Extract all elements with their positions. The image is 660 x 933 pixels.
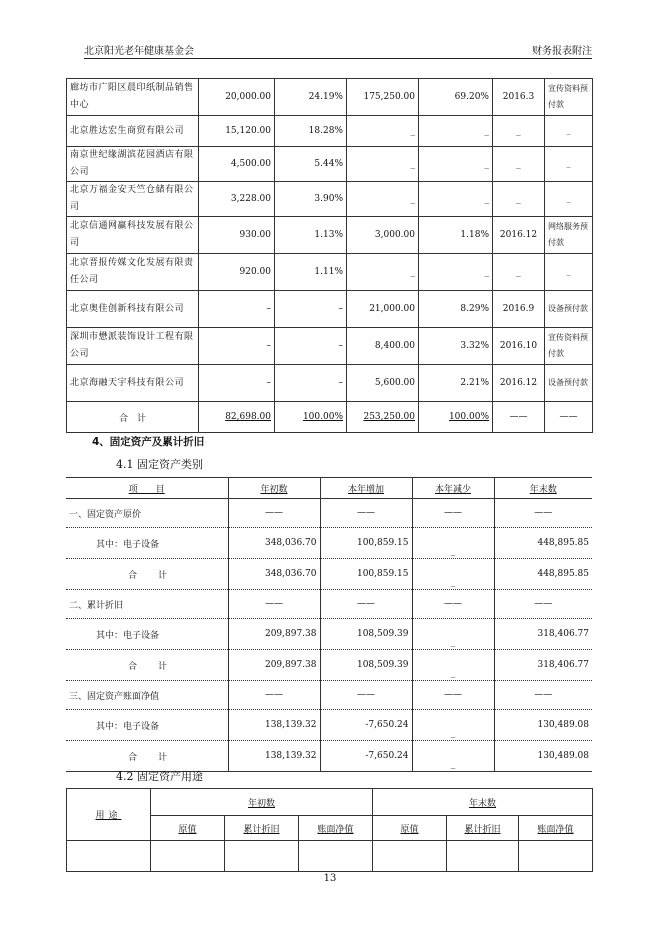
note-cell: 设备预付款 (545, 365, 593, 402)
empty-cell (299, 841, 373, 872)
value-cell: —— (228, 590, 320, 619)
value-cell: 930.00 (199, 217, 275, 254)
table-row (67, 116, 593, 147)
value-cell: 3,228.00 (199, 182, 275, 217)
value-cell: 138,139.32 (228, 741, 320, 772)
value-cell: 2.21% (419, 365, 493, 402)
value-cell: 108,509.39 (320, 650, 412, 681)
section-4-1-title: 4.1 固定资产类别 (116, 458, 203, 471)
empty-cell (67, 841, 151, 872)
date-cell: 2016.12 (493, 217, 545, 254)
value-cell: 348,036.70 (228, 528, 320, 559)
note-cell: _ (545, 182, 593, 217)
value-cell: —— (494, 499, 592, 528)
column-header: 本年减少 (412, 478, 494, 499)
table-row (66, 710, 592, 741)
value-cell: _ (412, 528, 494, 559)
row-label: 一、固定资产原价 (66, 499, 228, 528)
company-name-cell: 北京奥佳创新科技有限公司 (67, 291, 199, 328)
value-cell: 318,406.77 (494, 619, 592, 650)
note-cell: 宣传资料预付款 (545, 328, 593, 365)
value-cell: 3.32% (419, 328, 493, 365)
value-cell: 448,895.85 (494, 559, 592, 590)
value-cell: 21,000.00 (347, 291, 419, 328)
value-cell: 5,600.00 (347, 365, 419, 402)
row-label: 其中：电子设备 (66, 528, 228, 559)
date-cell: 2016.10 (493, 328, 545, 365)
value-cell: – (275, 291, 347, 328)
report-title: 财务报表附注 (532, 46, 592, 57)
total-value: 82,698.00 (199, 402, 275, 433)
value-cell: _ (412, 650, 494, 681)
value-cell: —— (228, 681, 320, 710)
value-cell: _ (347, 182, 419, 217)
table-row (67, 328, 593, 365)
value-cell: _ (412, 619, 494, 650)
company-name-cell: 北京胜达宏生商贸有限公司 (67, 116, 199, 147)
value-cell: 3,000.00 (347, 217, 419, 254)
table-row (66, 590, 592, 619)
prepayment-table (66, 78, 593, 433)
total-value: 100.00% (419, 402, 493, 433)
company-name-cell: 北京晋报传媒文化发展有限责任公司 (67, 254, 199, 291)
value-cell: 209,897.38 (228, 650, 320, 681)
value-cell: _ (412, 559, 494, 590)
end-group-header: 年末数 (373, 789, 593, 816)
column-header: 年末数 (494, 478, 592, 499)
table-row (66, 650, 592, 681)
value-cell: 175,250.00 (347, 79, 419, 116)
value-cell: —— (320, 499, 412, 528)
total-value: 100.00% (275, 402, 347, 433)
date-cell: _ (493, 116, 545, 147)
page-header (84, 38, 592, 59)
value-cell: —— (494, 590, 592, 619)
section-4-title: 4、固定资产及累计折旧 (92, 436, 205, 448)
value-cell: – (275, 328, 347, 365)
note-cell: 宣传资料预付款 (545, 79, 593, 116)
table-row (67, 291, 593, 328)
row-label: 其中：电子设备 (66, 710, 228, 741)
value-cell: _ (347, 254, 419, 291)
value-cell: 3.90% (275, 182, 347, 217)
empty-cell (519, 841, 593, 872)
date-cell: 2016.9 (493, 291, 545, 328)
sub-header: 原值 (151, 816, 225, 841)
value-cell: 4,500.00 (199, 147, 275, 182)
value-cell: —— (320, 590, 412, 619)
date-cell: 2016.3 (493, 79, 545, 116)
value-cell: – (275, 365, 347, 402)
sub-header: 账面净值 (519, 816, 593, 841)
note-cell: _ (545, 116, 593, 147)
value-cell: 24.19% (275, 79, 347, 116)
value-cell: 209,897.38 (228, 619, 320, 650)
total-value: 253,250.00 (347, 402, 419, 433)
value-cell: —— (412, 590, 494, 619)
table-row (66, 741, 592, 772)
value-cell: – (199, 291, 275, 328)
value-cell: 138,139.32 (228, 710, 320, 741)
value-cell: 130,489.08 (494, 741, 592, 772)
value-cell: 348,036.70 (228, 559, 320, 590)
value-cell: 920.00 (199, 254, 275, 291)
table-row (66, 681, 592, 710)
value-cell: 1.13% (275, 217, 347, 254)
total-value: —— (493, 402, 545, 433)
value-cell: 8,400.00 (347, 328, 419, 365)
value-cell: 100,859.15 (320, 528, 412, 559)
note-cell: 网络服务预付款 (545, 217, 593, 254)
company-name-cell: 深圳市懋派装饰设计工程有限公司 (67, 328, 199, 365)
value-cell: —— (228, 499, 320, 528)
value-cell: 69.20% (419, 79, 493, 116)
sub-header: 累计折旧 (447, 816, 519, 841)
value-cell: 1.18% (419, 217, 493, 254)
value-cell: _ (419, 182, 493, 217)
value-cell: 5.44% (275, 147, 347, 182)
row-label: 三、固定资产账面净值 (66, 681, 228, 710)
value-cell: —— (494, 681, 592, 710)
sub-header: 累计折旧 (225, 816, 299, 841)
page-number: 13 (323, 873, 337, 884)
value-cell: 20,000.00 (199, 79, 275, 116)
company-name-cell: 北京万福金安天竺仓储有限公司 (67, 182, 199, 217)
company-name-cell: 廊坊市广阳区晨印纸制品销售中心 (67, 79, 199, 116)
table-row (67, 365, 593, 402)
column-header: 本年增加 (320, 478, 412, 499)
value-cell: -7,650.24 (320, 710, 412, 741)
table-row (67, 182, 593, 217)
row-label: 二、累计折旧 (66, 590, 228, 619)
row-label: 合 计 (66, 741, 228, 772)
total-label: 合 计 (67, 402, 199, 433)
row-label: 其中：电子设备 (66, 619, 228, 650)
value-cell: _ (347, 147, 419, 182)
note-cell: _ (545, 147, 593, 182)
table-row (66, 559, 592, 590)
value-cell: —— (412, 499, 494, 528)
value-cell: 1.11% (275, 254, 347, 291)
table-row (66, 619, 592, 650)
value-cell: 18.28% (275, 116, 347, 147)
note-cell: _ (545, 254, 593, 291)
empty-cell (373, 841, 447, 872)
fixed-asset-use-table (66, 788, 593, 872)
value-cell: _ (419, 116, 493, 147)
value-cell: —— (412, 681, 494, 710)
column-header: 项 目 (66, 478, 228, 499)
date-cell: _ (493, 254, 545, 291)
value-cell: _ (419, 147, 493, 182)
empty-cell (447, 841, 519, 872)
value-cell: 8.29% (419, 291, 493, 328)
company-name-cell: 南京世纪缘湖滨花园酒店有限公司 (67, 147, 199, 182)
value-cell: —— (320, 681, 412, 710)
value-cell: _ (419, 254, 493, 291)
column-header: 年初数 (228, 478, 320, 499)
header-row (66, 478, 592, 499)
date-cell: _ (493, 147, 545, 182)
value-cell: _ (412, 741, 494, 772)
org-name: 北京阳光老年健康基金会 (84, 46, 194, 57)
value-cell: 130,489.08 (494, 710, 592, 741)
company-name-cell: 北京海融天宇科技有限公司 (67, 365, 199, 402)
table-row (67, 254, 593, 291)
date-cell: 2016.12 (493, 365, 545, 402)
empty-cell (225, 841, 299, 872)
value-cell: 100,859.15 (320, 559, 412, 590)
value-cell: – (199, 328, 275, 365)
empty-cell (151, 841, 225, 872)
value-cell: 15,120.00 (199, 116, 275, 147)
value-cell: 448,895.85 (494, 528, 592, 559)
fixed-asset-category-table (66, 477, 592, 772)
table-row (67, 217, 593, 254)
total-value: —— (545, 402, 593, 433)
table-row (67, 79, 593, 116)
value-cell: – (199, 365, 275, 402)
row-label: 合 计 (66, 559, 228, 590)
use-header: 用途 (67, 789, 151, 841)
table-row (67, 147, 593, 182)
begin-group-header: 年初数 (151, 789, 373, 816)
sub-header: 账面净值 (299, 816, 373, 841)
section-4-2-title: 4.2 固定资产用途 (116, 770, 203, 783)
value-cell: 318,406.77 (494, 650, 592, 681)
value-cell: _ (412, 710, 494, 741)
value-cell: -7,650.24 (320, 741, 412, 772)
value-cell: _ (347, 116, 419, 147)
company-name-cell: 北京信通网赢科技发展有限公司 (67, 217, 199, 254)
date-cell: _ (493, 182, 545, 217)
table-row (66, 499, 592, 528)
sub-header: 原值 (373, 816, 447, 841)
table-row (66, 528, 592, 559)
value-cell: 108,509.39 (320, 619, 412, 650)
note-cell: 设备预付款 (545, 291, 593, 328)
row-label: 合 计 (66, 650, 228, 681)
total-row (67, 402, 593, 433)
